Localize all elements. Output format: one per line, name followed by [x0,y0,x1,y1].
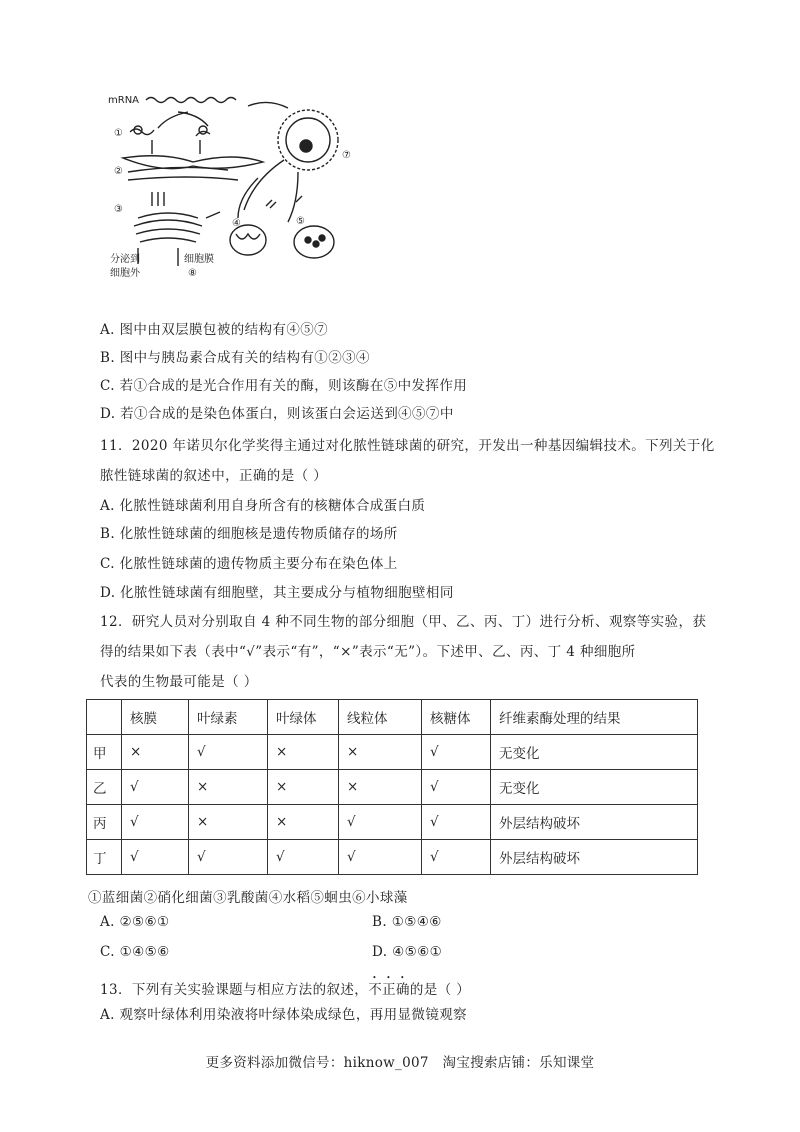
mrna-strand [146,98,236,103]
q11-stem-line2: 脓性链球菌的叙述中，正确的是（ ） [100,468,328,484]
label-5: ⑤ [296,216,305,227]
q13-stem-post: 的是（ ） [409,982,471,998]
table-cell: × [189,770,268,805]
table-header-cell: 线粒体 [339,700,422,735]
table-cell: × [339,735,422,770]
label-secrete: 分泌到 [110,254,140,265]
table-header-cell [87,700,122,735]
table-cell: √ [268,840,339,875]
table-cell: × [268,805,339,840]
table-cell: √ [189,735,268,770]
q10-option-a: A. 图中由双层膜包被的结构有④⑤⑦ [100,322,329,338]
table-cell: √ [422,770,491,805]
table-cell: √ [339,805,422,840]
golgi-apparatus [138,213,198,218]
table-header-cell: 核糖体 [422,700,491,735]
q11-stem-line1: 11．2020 年诺贝尔化学奖得主通过对化脓性链球菌的研究，开发出一种基因编辑技术。下列关于化 [100,438,715,454]
endoplasmic-reticulum [123,156,263,169]
table-cell: √ [422,805,491,840]
label-1: ① [114,128,123,139]
q12-stem-line2: 得的结果如下表（表中“√”表示“有”，“×”表示“无”）。下述甲、乙、丙、丁 4 种细胞所 [100,644,636,660]
table-cell: × [122,735,189,770]
cell-structure-diagram [108,88,360,278]
q12-option-b: B. ①⑤④⑥ [372,914,442,930]
label-8: ⑧ [188,268,197,278]
label-3: ③ [114,204,123,215]
q12-stem-line3: 代表的生物最可能是（ ） [100,674,258,690]
table-row [87,770,698,805]
q12-option-a: A. ②⑤⑥① [100,914,170,930]
label-membrane: 细胞膜 [184,254,214,265]
table-cell: √ [122,770,189,805]
table-header-cell: 叶绿素 [189,700,268,735]
table-cell: 外层结构破坏 [491,805,698,840]
table-cell: × [268,735,339,770]
q12-stem-line1: 12．研究人员对分别取自 4 种不同生物的部分细胞（甲、乙、丙、丁）进行分析、观察等实验，获 [100,614,707,630]
table-header-row [87,700,698,735]
table-header-cell: 核膜 [122,700,189,735]
table-cell: × [268,770,339,805]
label-4: ④ [232,218,241,229]
q11-option-d: D. 化脓性链球菌有细胞壁，其主要成分与植物细胞壁相同 [100,585,454,601]
q13-option-a: A. 观察叶绿体利用染液将叶绿体染成绿色，再用显微镜观察 [100,1007,468,1023]
table-cell: √ [339,840,422,875]
table-row [87,840,698,875]
table-cell: 无变化 [491,770,698,805]
table-cell: × [339,770,422,805]
q12-option-c: C. ①④⑤⑥ [100,944,170,960]
q12-option-d: D. ④⑤⑥① [372,944,443,960]
mitochondrion [230,225,266,255]
table-header-cell: 纤维素酶处理的结果 [491,700,698,735]
page-footer: 更多资料添加微信号：hiknow_007 淘宝搜索店铺：乐知课堂 [205,1055,595,1071]
table-header-cell: 叶绿体 [268,700,339,735]
q12-organism-list: ①蓝细菌②硝化细菌③乳酸菌④水稻⑤蛔虫⑥小球藻 [88,890,408,906]
table-row [87,805,698,840]
table-cell: √ [122,840,189,875]
table-cell: √ [422,735,491,770]
q11-option-b: B. 化脓性链球菌的细胞核是遗传物质储存的场所 [100,526,398,542]
label-2: ② [114,166,123,177]
q13-stem [100,974,470,998]
table-cell: 丙 [87,805,122,840]
q10-option-b: B. 图中与胰岛素合成有关的结构有①②③④ [100,350,370,366]
label-outside: 细胞外 [110,268,140,278]
table-cell: 丁 [87,840,122,875]
q12-table [86,699,698,875]
q13-stem-emphasis: 不正确 [368,982,410,998]
q11-option-a: A. 化脓性链球菌利用自身所含有的核糖体合成蛋白质 [100,498,426,514]
table-cell: 外层结构破坏 [491,840,698,875]
table-cell: 无变化 [491,735,698,770]
q13-stem-pre: 13．下列有关实验课题与相应方法的叙述， [100,982,369,998]
table-cell: √ [122,805,189,840]
table-row [87,735,698,770]
q10-option-d: D. 若①合成的是染色体蛋白，则该蛋白会运送到④⑤⑦中 [100,406,454,422]
q11-option-c: C. 化脓性链球菌的遗传物质主要分布在染色体上 [100,556,398,572]
q10-option-c: C. 若①合成的是光合作用有关的酶，则该酶在⑤中发挥作用 [100,378,468,394]
label-mrna: mRNA [108,95,140,106]
table-cell: 甲 [87,735,122,770]
table-cell: 乙 [87,770,122,805]
table-cell: √ [422,840,491,875]
table-cell: × [189,805,268,840]
label-7: ⑦ [342,150,351,161]
table-cell: √ [189,840,268,875]
